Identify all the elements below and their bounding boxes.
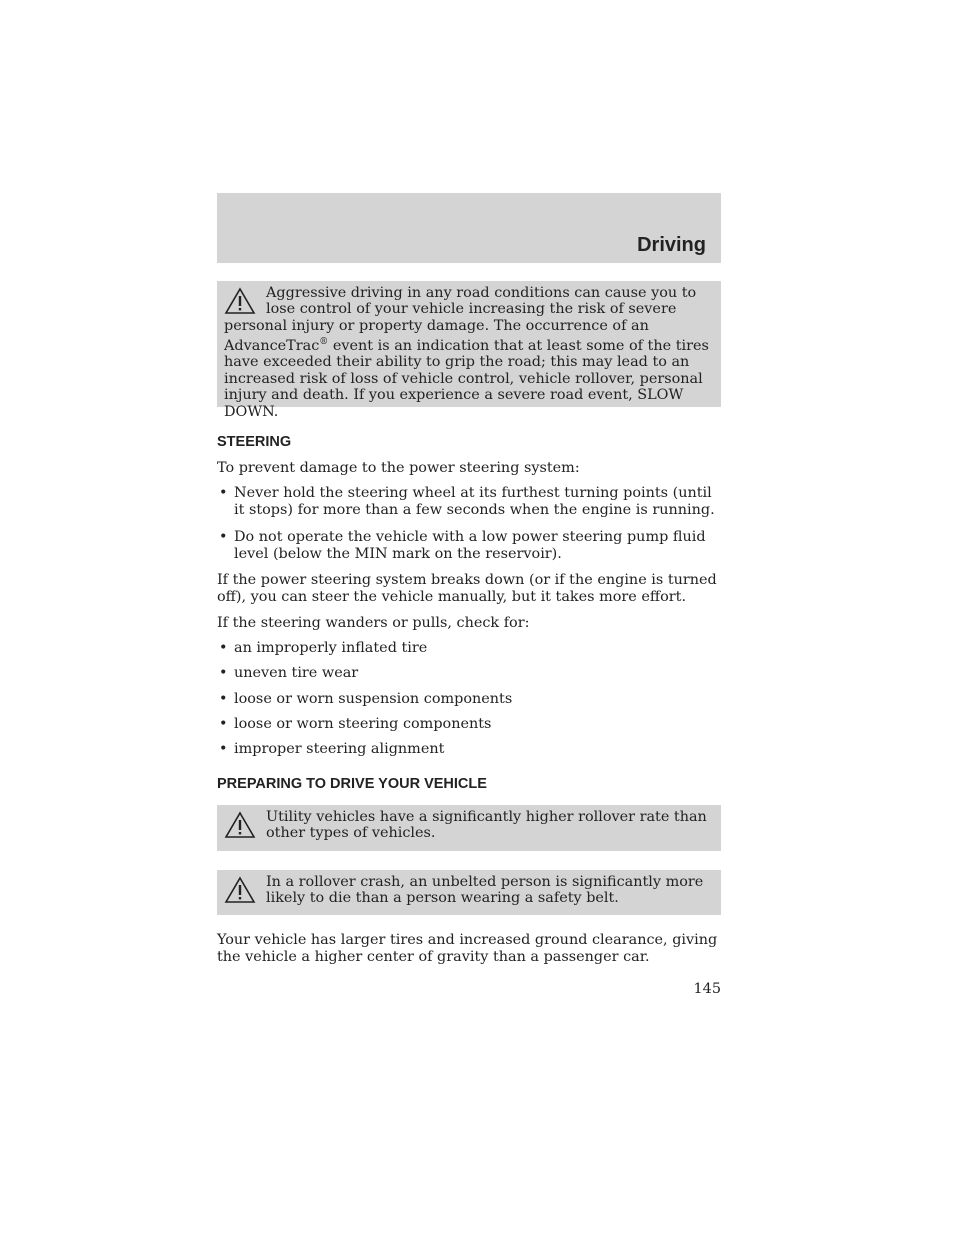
warning-box-advancetrac: [217, 281, 721, 420]
bullet-icon: •: [219, 741, 228, 757]
warning-text: Utility vehicles have a significantly higher rollover rate than other types of vehicles.: [266, 809, 707, 842]
warning-triangle-icon: [224, 876, 256, 904]
page-number: 145: [693, 981, 721, 997]
list-item: • an improperly inflated tire: [219, 640, 428, 656]
section-header-band: [217, 193, 721, 263]
center-of-gravity-paragraph: Your vehicle has larger tires and increased ground clearance, giving the vehicle a higher center of gravity than a passenger car.: [217, 932, 718, 965]
bullet-icon: •: [219, 640, 228, 656]
list-item: • loose or worn steering components: [219, 716, 492, 732]
warning-box-rollover-rate: [217, 805, 721, 851]
warning-triangle-icon: [224, 811, 256, 839]
list-item: • uneven tire wear: [219, 665, 359, 681]
bullet-icon: •: [219, 691, 228, 707]
list-item: • Do not operate the vehicle with a low power steering pump fluid level (below the MIN mark on the reservoir).: [219, 529, 706, 562]
bullet-icon: •: [219, 485, 228, 501]
warning-box-safety-belt: [217, 870, 721, 915]
warning-text: Aggressive driving in any road conditions can cause you to lose control of your vehicle increasing the risk of severe personal injury or property damage. The occurrence of an AdvanceTrac® event is an indication that at least some of the tires have exceeded their ability to grip the road; this may lead to an increased risk of loss of vehicle control, vehicle rollover, personal injury and death. If you experience a severe road event, SLOW DOWN.: [224, 285, 709, 420]
steering-heading: STEERING: [217, 434, 292, 450]
steering-wander-paragraph: If the steering wanders or pulls, check for:: [217, 615, 530, 631]
bullet-icon: •: [219, 665, 228, 681]
list-item: • loose or worn suspension components: [219, 691, 513, 707]
warning-text: In a rollover crash, an unbelted person is significantly more likely to die than a person wearing a safety belt.: [266, 874, 704, 907]
list-item: • Never hold the steering wheel at its furthest turning points (until it stops) for more than a few seconds when the engine is running.: [219, 485, 715, 518]
preparing-heading: PREPARING TO DRIVE YOUR VEHICLE: [217, 776, 487, 792]
bullet-icon: •: [219, 529, 228, 545]
list-item: • improper steering alignment: [219, 741, 445, 757]
steering-breakdown-paragraph: If the power steering system breaks down (or if the engine is turned off), you can steer the vehicle manually, but it takes more effort.: [217, 572, 717, 605]
section-title: Driving: [637, 234, 706, 256]
bullet-icon: •: [219, 716, 228, 732]
steering-intro: To prevent damage to the power steering system:: [217, 460, 580, 476]
warning-triangle-icon: [224, 287, 256, 315]
